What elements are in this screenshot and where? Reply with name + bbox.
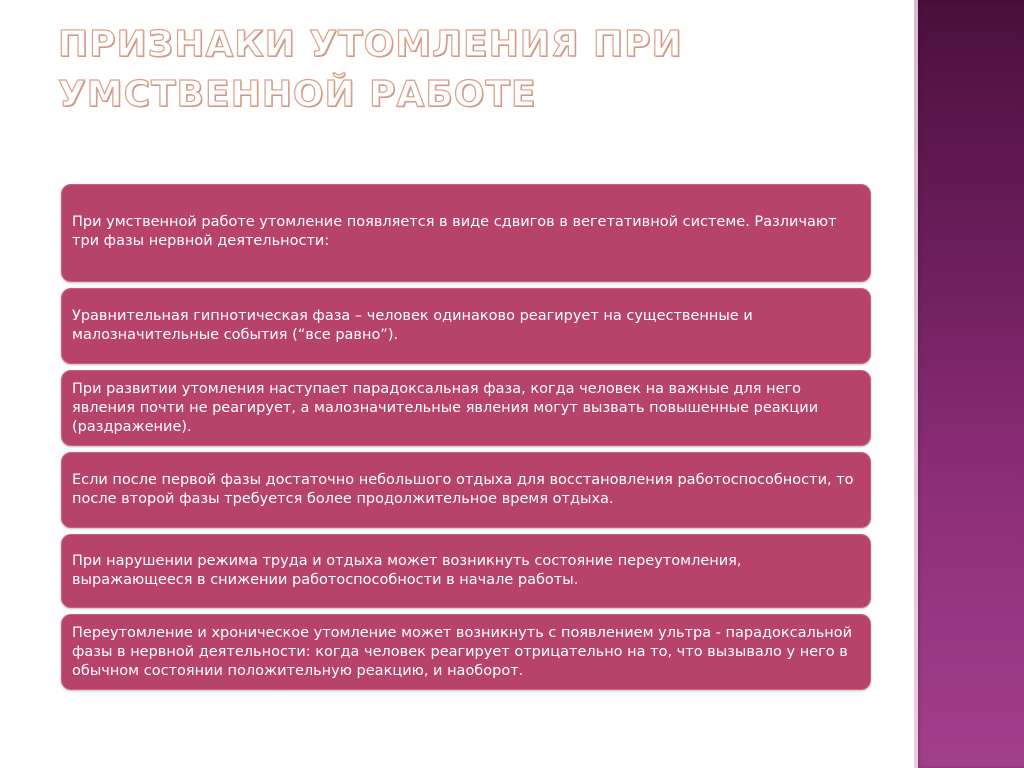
- text-box-rest-requirements-text: Если после первой фазы достаточно небольшого отдыха для восстановления работоспособности, то после второй фазы требуется более продолжительное время отдыха.: [72, 472, 854, 507]
- decorative-side-panel: [914, 0, 1024, 768]
- slide-title-line-2: УМСТВЕННОЙ РАБОТЕ: [58, 74, 537, 115]
- text-box-intro: [61, 184, 871, 282]
- text-box-ultra-paradoxical-phase-text: Переутомление и хроническое утомление может возникнуть с появлением ультра - парадоксальной фазы в нервной деятельности: когда человек реагирует отрицательно на то, что вызывало у него в обычном состоянии положительную реакцию, и наоборот.: [72, 624, 853, 679]
- text-box-overfatigue: [61, 534, 871, 608]
- text-box-overfatigue-text: При нарушении режима труда и отдыха может возникнуть состояние переутомления, выражающееся в снижении работоспособности в начале работы.: [72, 553, 742, 588]
- text-box-ultra-paradoxical-phase: [61, 614, 871, 690]
- text-box-paradoxical-phase-text: При развитии утомления наступает парадоксальная фаза, когда человек на важные для него явления почти не реагирует, а малозначительные явления могут вызвать повышенные реакции (раздражение).: [72, 380, 819, 435]
- slide-title: [58, 20, 898, 120]
- text-box-equalizing-phase: [61, 288, 871, 364]
- slide-title-line-1: ПРИЗНАКИ УТОМЛЕНИЯ ПРИ: [58, 24, 683, 65]
- text-box-intro-text: При умственной работе утомление появляется в виде сдвигов в вегетативной системе. Различают три фазы нервной деятельности:: [72, 214, 837, 249]
- text-box-equalizing-phase-text: Уравнительная гипнотическая фаза – человек одинаково реагирует на существенные и малозначительные события (“все равно”).: [72, 308, 753, 343]
- text-box-rest-requirements: [61, 452, 871, 528]
- text-box-paradoxical-phase: [61, 370, 871, 446]
